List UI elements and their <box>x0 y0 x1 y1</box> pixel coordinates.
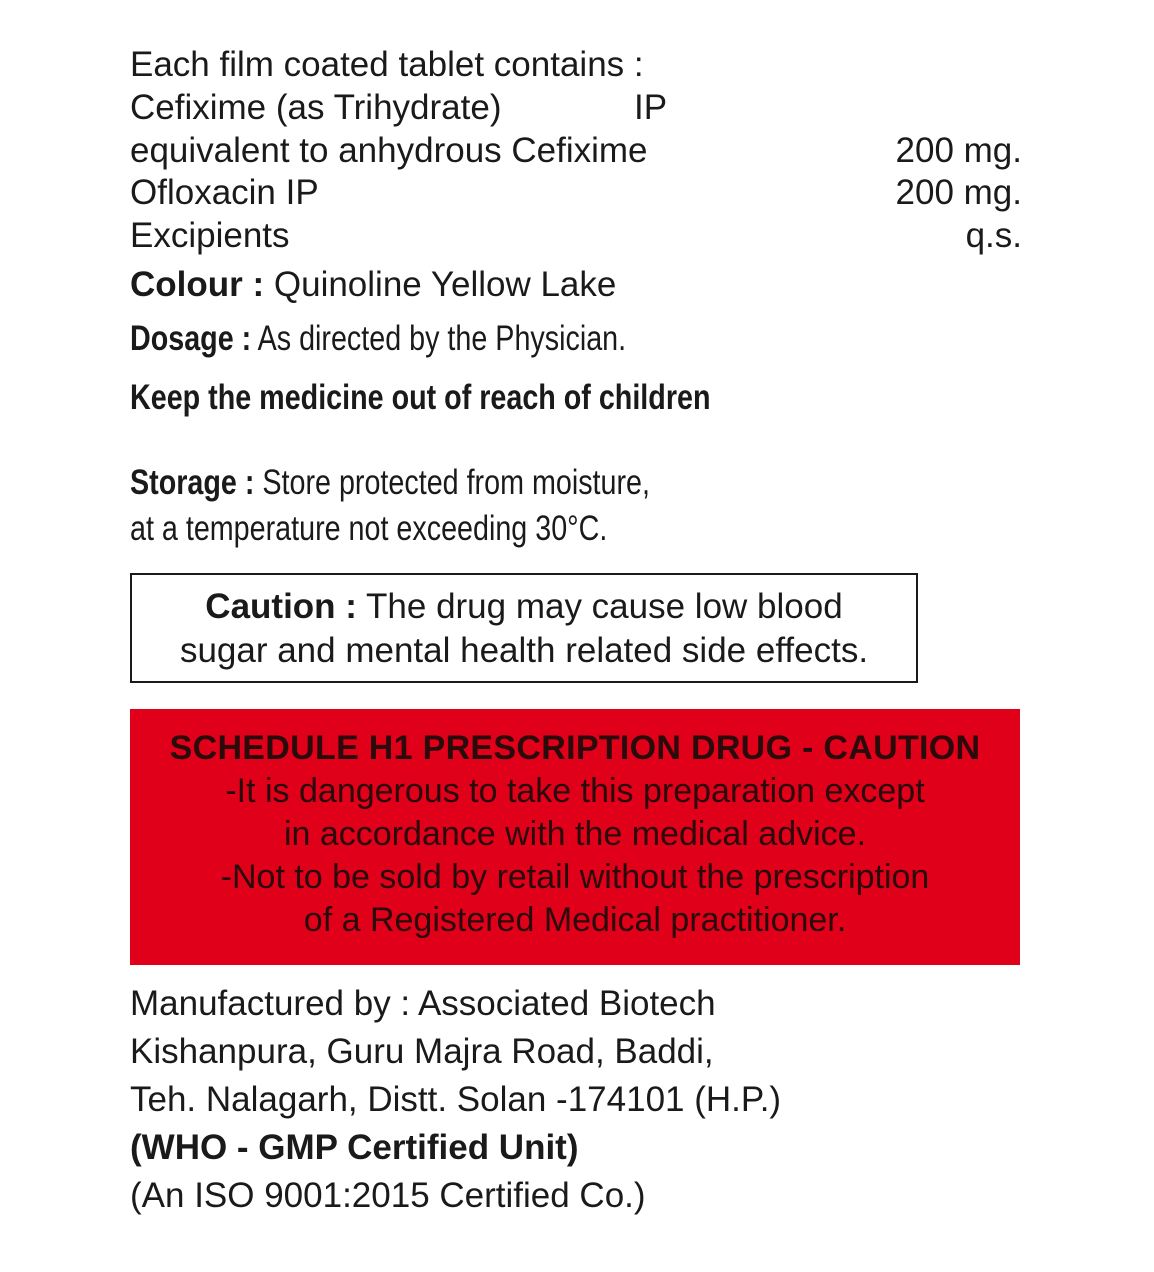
schedule-h1-line-1: -It is dangerous to take this preparation except <box>225 772 925 810</box>
composition-heading: Each film coated tablet contains : <box>130 45 644 84</box>
dosage-value: As directed by the Physician. <box>257 319 627 358</box>
colour-value: Quinoline Yellow Lake <box>273 265 617 304</box>
schedule-h1-line-3: -Not to be sold by retail without the prescription <box>220 858 930 896</box>
storage-line-2: at a temperature not exceeding 30°C. <box>130 509 608 548</box>
storage-value: Store protected from moisture, <box>262 463 650 502</box>
colour-line <box>130 264 616 306</box>
composition-row-cefixime-standard: IP <box>634 88 668 127</box>
caution-line-2: sugar and mental health related side effects. <box>179 631 869 670</box>
dosage-label: Dosage : <box>130 319 252 358</box>
schedule-h1-box <box>130 709 1020 965</box>
storage-line <box>130 462 650 504</box>
composition-row-ofloxacin-qty: 200 mg. <box>895 173 1022 212</box>
manufacturer-line-1: Manufactured by : Associated Biotech <box>130 984 716 1023</box>
keep-out-of-reach-warning: Keep the medicine out of reach of children <box>130 378 711 417</box>
composition-row-equivalent-qty: 200 mg. <box>895 131 1022 170</box>
manufacturer-line-2: Kishanpura, Guru Majra Road, Baddi, <box>130 1032 714 1071</box>
manufacturer-certification: (WHO - GMP Certified Unit) <box>130 1128 579 1167</box>
storage-label: Storage : <box>130 463 255 502</box>
composition-row-excipients-qty: q.s. <box>965 216 1022 255</box>
composition-row-excipients: Excipients <box>130 216 290 255</box>
caution-box <box>130 573 918 683</box>
composition-row-equivalent: equivalent to anhydrous Cefixime <box>130 131 648 170</box>
composition-row-ofloxacin: Ofloxacin IP <box>130 173 319 212</box>
caution-line-1 <box>132 585 916 629</box>
caution-text-1: The drug may cause low blood <box>366 587 843 626</box>
schedule-h1-line-2: in accordance with the medical advice. <box>283 815 867 853</box>
dosage-line <box>130 318 626 360</box>
schedule-h1-line-4: of a Registered Medical practitioner. <box>303 901 847 939</box>
manufacturer-line-3: Teh. Nalagarh, Distt. Solan -174101 (H.P.) <box>130 1080 782 1119</box>
schedule-h1-title: SCHEDULE H1 PRESCRIPTION DRUG - CAUTION <box>169 729 981 767</box>
caution-label: Caution : <box>205 587 357 626</box>
colour-label: Colour : <box>130 265 265 304</box>
composition-row-cefixime: Cefixime (as Trihydrate) <box>130 88 502 127</box>
manufacturer-iso: (An ISO 9001:2015 Certified Co.) <box>130 1176 646 1215</box>
